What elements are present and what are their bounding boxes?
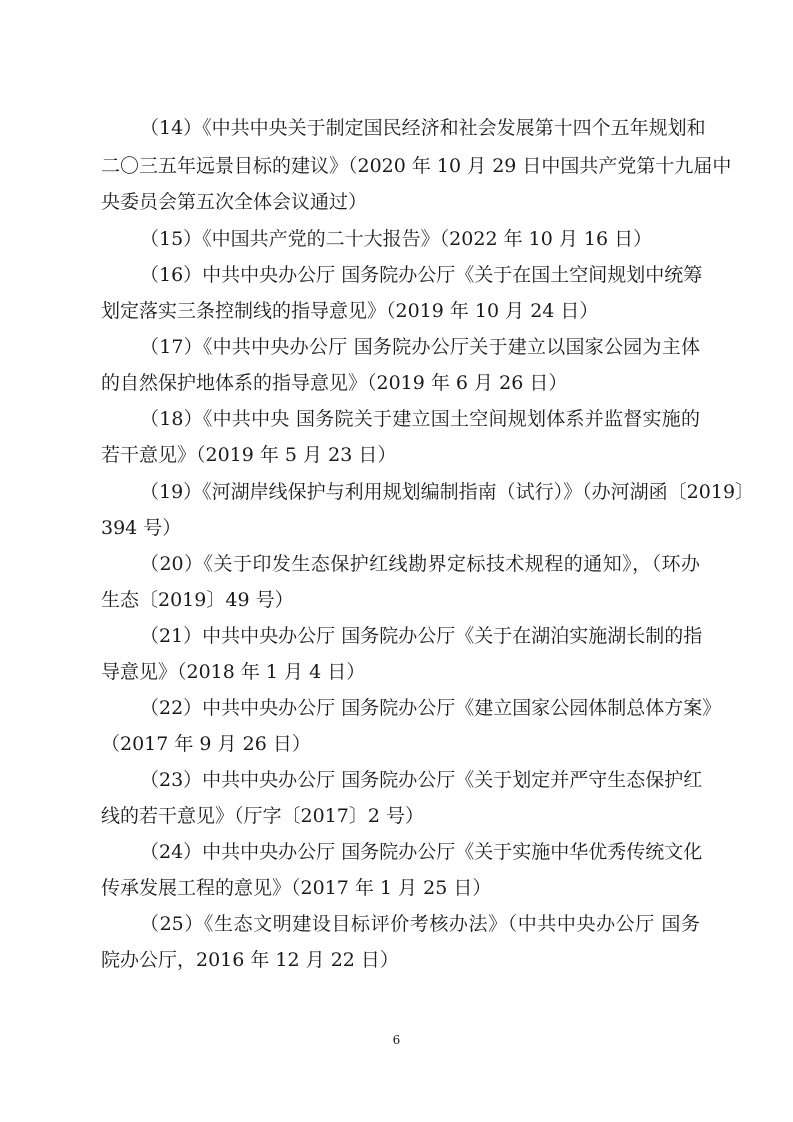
ref-20-line-1: （20）《关于印发生态保护红线勘界定标技术规程的通知》，（环办 xyxy=(140,553,700,575)
page-number: 6 xyxy=(392,1033,401,1047)
ref-25-line-1: （25）《生态文明建设目标评价考核办法》（中共中央办公厅 国务 xyxy=(140,913,700,935)
ref-22-line-1: （22）中共中央办公厅 国务院办公厅《建立国家公园体制总体方案》 xyxy=(140,697,722,719)
ref-23-line-2: 线的若干意见》（厅字〔2017〕2 号） xyxy=(101,805,424,827)
ref-19-line-1: （19）《河湖岸线保护与利用规划编制指南（试行）》（办河湖函〔2019〕 xyxy=(140,481,755,503)
ref-14-line-1: （14）《中共中央关于制定国民经济和社会发展第十四个五年规划和 xyxy=(140,117,706,139)
ref-14-line-3: 央委员会第五次全体会议通过） xyxy=(101,191,368,213)
ref-16-line-2: 划定落实三条控制线的指导意见》（2019 年 10 月 24 日） xyxy=(101,300,599,322)
ref-21-line-2: 导意见》（2018 年 1 月 4 日） xyxy=(101,661,366,683)
ref-18-line-1: （18）《中共中央 国务院关于建立国土空间规划体系并监督实施的 xyxy=(140,408,700,430)
ref-17-line-2: 的自然保护地体系的指导意见》（2019 年 6 月 26 日） xyxy=(101,372,568,394)
ref-20-line-2: 生态〔2019〕49 号） xyxy=(101,589,294,611)
ref-21-line-1: （21）中共中央办公厅 国务院办公厅《关于在湖泊实施湖长制的指 xyxy=(140,625,703,647)
ref-24-line-1: （24）中共中央办公厅 国务院办公厅《关于实施中华优秀传统文化 xyxy=(140,841,703,863)
ref-16-line-1: （16）中共中央办公厅 国务院办公厅《关于在国土空间规划中统筹 xyxy=(140,264,703,286)
ref-15-line-1: （15）《中国共产党的二十大报告》（2022 年 10 月 16 日） xyxy=(140,228,653,250)
ref-14-line-2: 二〇三五年远景目标的建议》（2020 年 10 月 29 日中国共产党第十九届中 xyxy=(101,155,732,177)
ref-19-line-2: 394 号） xyxy=(101,517,182,539)
ref-23-line-1: （23）中共中央办公厅 国务院办公厅《关于划定并严守生态保护红 xyxy=(140,769,703,791)
ref-17-line-1: （17）《中共中央办公厅 国务院办公厅关于建立以国家公园为主体 xyxy=(140,336,700,358)
ref-22-line-2: （2017 年 9 月 26 日） xyxy=(101,733,311,755)
ref-18-line-2: 若干意见》（2019 年 5 月 23 日） xyxy=(101,444,397,466)
ref-25-line-2: 院办公厅，2016 年 12 月 22 日） xyxy=(101,949,399,971)
ref-24-line-2: 传承发展工程的意见》（2017 年 1 月 25 日） xyxy=(101,877,492,899)
